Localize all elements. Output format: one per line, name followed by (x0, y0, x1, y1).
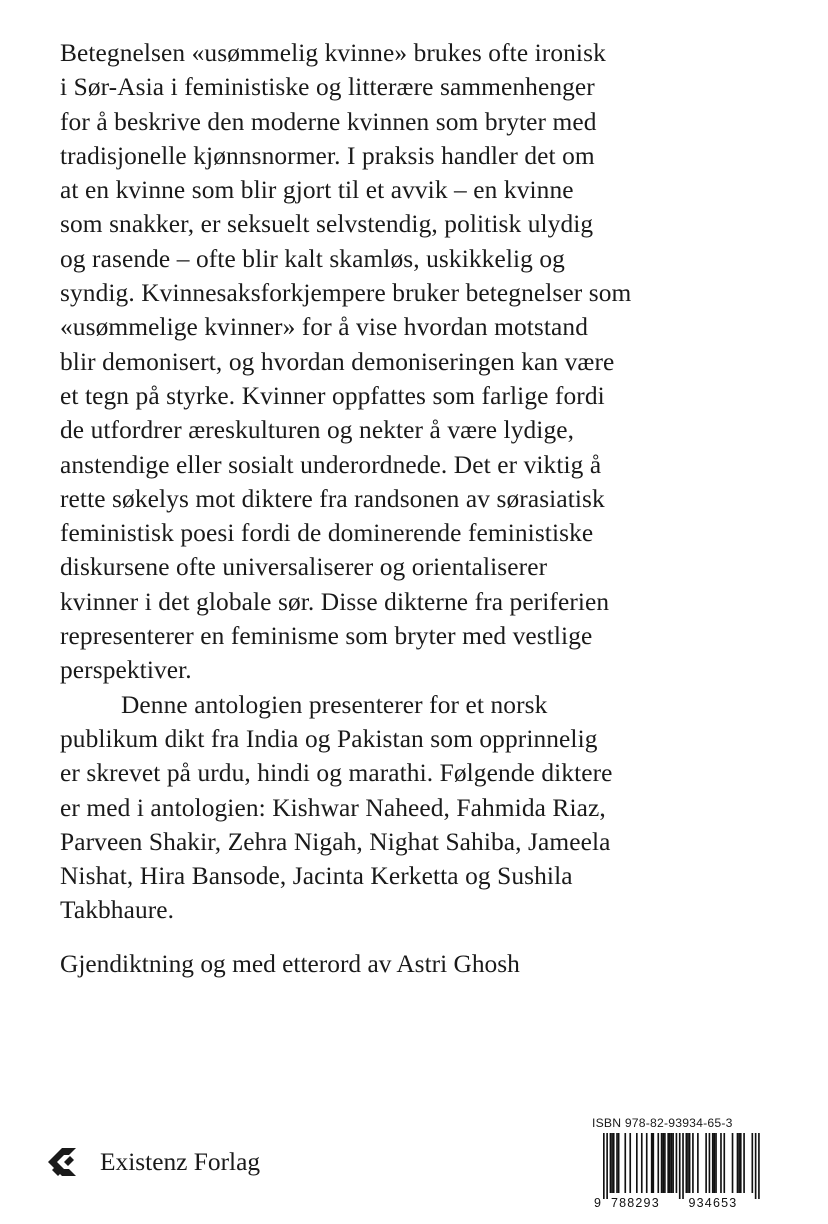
barcode-bar (758, 1133, 760, 1199)
barcode-bar (651, 1133, 653, 1193)
barcode-bar (636, 1133, 638, 1193)
isbn-label: ISBN 978-82-93934-65-3 (592, 1116, 733, 1130)
barcode-bar (723, 1133, 725, 1193)
barcode-bar (687, 1133, 689, 1193)
barcode-bar (661, 1133, 663, 1193)
text-line: tradisjonelle kjønnsnormer. I praksis handler det om (60, 141, 595, 170)
isbn-barcode-block (592, 1116, 772, 1210)
barcode-bar (641, 1133, 643, 1193)
existenz-logo-icon (46, 1146, 78, 1178)
text-line: «usømmelige kvinner» for å vise hvordan motstand (60, 313, 589, 342)
barcode-bar (705, 1133, 707, 1193)
text-line: rette søkelys mot diktere fra randsonen av sørasiatisk (60, 484, 605, 513)
barcode-bar (692, 1133, 694, 1193)
text-line: kvinner i det globale sør. Disse dikterne fra periferien (60, 587, 610, 616)
barcode-bar (618, 1133, 620, 1193)
barcode-bar (672, 1133, 674, 1193)
barcode-bar (664, 1133, 666, 1193)
text-line: syndig. Kvinnesaksforkjempere bruker betegnelser som (60, 279, 632, 308)
barcode-digits: 934653 (688, 1196, 738, 1210)
text-line: anstendige eller sosialt underordnede. Det er viktig å (60, 450, 602, 479)
barcode-digits: 788293 (610, 1196, 660, 1210)
barcode-bar (606, 1133, 608, 1199)
publisher-name: Existenz Forlag (100, 1148, 261, 1176)
text-line: blir demonisert, og hvordan demoniseringen kan være (60, 347, 615, 376)
barcode-bar (610, 1133, 612, 1193)
text-line: publikum dikt fra India og Pakistan som opprinnelig (60, 724, 598, 753)
barcode-bar (653, 1133, 655, 1193)
text-line: diskursene ofte universaliserer og orientaliserer (60, 553, 548, 582)
barcode-bar (752, 1133, 754, 1193)
barcode-bar (603, 1133, 605, 1199)
barcode-bar (646, 1133, 648, 1193)
text-line: representerer en feminisme som bryter med vestlige (60, 622, 593, 651)
barcode-bar (737, 1133, 739, 1193)
barcode-bar (738, 1133, 740, 1193)
barcode-bar (662, 1133, 664, 1193)
translator-credit: Gjendiktning og med etterord av Astri Ghosh (60, 950, 520, 978)
barcode-bar (676, 1133, 678, 1193)
barcode-bar (714, 1133, 716, 1193)
barcode-bar (755, 1133, 757, 1199)
barcode-bar (715, 1133, 717, 1193)
barcode-bar (686, 1133, 688, 1193)
paragraph-2 (60, 688, 772, 928)
text-line: Denne antologien presenterer for et norsk (121, 690, 548, 719)
text-line: Betegnelsen «usømmelig kvinne» brukes ofte ironisk (60, 39, 606, 67)
barcode-bar (709, 1133, 711, 1193)
barcode-bar (611, 1133, 613, 1193)
back-cover-text (60, 36, 772, 928)
barcode-bar (624, 1133, 626, 1193)
text-line: i Sør-Asia i feministiske og litterære sammenhenger (60, 73, 595, 102)
barcode-bar (720, 1133, 722, 1193)
text-line: de utfordrer æreskulturen og nekter å være lydige, (60, 416, 575, 445)
text-line: er med i antologien: Kishwar Naheed, Fahmida Riaz, (60, 793, 606, 822)
barcode-bar (697, 1133, 699, 1193)
barcode-bar (629, 1133, 631, 1193)
publisher (46, 1146, 260, 1178)
barcode-bar (740, 1133, 742, 1193)
text-line: feministisk poesi fordi de dominerende feministiske (60, 519, 594, 548)
barcode-bar (689, 1133, 691, 1193)
text-line: som snakker, er seksuelt selvstendig, politisk ulydig (60, 210, 594, 239)
barcode (592, 1131, 770, 1210)
barcode-bar (671, 1133, 673, 1193)
text-line: er skrevet på urdu, hindi og marathi. Følgende diktere (60, 759, 613, 788)
text-line: Nishat, Hira Bansode, Jacinta Kerketta og Sushila (60, 862, 573, 891)
barcode-bar (667, 1133, 669, 1193)
barcode-bar (679, 1133, 681, 1199)
barcode-bar (743, 1133, 745, 1193)
text-line: for å beskrive den moderne kvinnen som bryter med (60, 107, 597, 136)
barcode-bar (657, 1133, 659, 1193)
text-line: Takbhaure. (60, 896, 175, 925)
barcode-bar (682, 1133, 684, 1199)
text-line: og rasende – ofte blir kalt skamløs, uskikkelig og (60, 244, 565, 273)
text-line: at en kvinne som blir gjort til et avvik – en kvinne (60, 176, 574, 205)
barcode-bar (669, 1133, 671, 1193)
barcode-bar (613, 1133, 615, 1193)
paragraph-1 (60, 36, 772, 688)
text-line: perspektiver. (60, 656, 192, 685)
text-line: Parveen Shakir, Zehra Nigah, Nighat Sahiba, Jameela (60, 827, 611, 856)
barcode-bar (616, 1133, 618, 1193)
text-line: et tegn på styrke. Kvinner oppfattes som farlige fordi (60, 381, 605, 410)
barcode-digits: 9 (594, 1196, 603, 1210)
barcode-bar (732, 1133, 734, 1193)
barcode-bar (712, 1133, 714, 1193)
